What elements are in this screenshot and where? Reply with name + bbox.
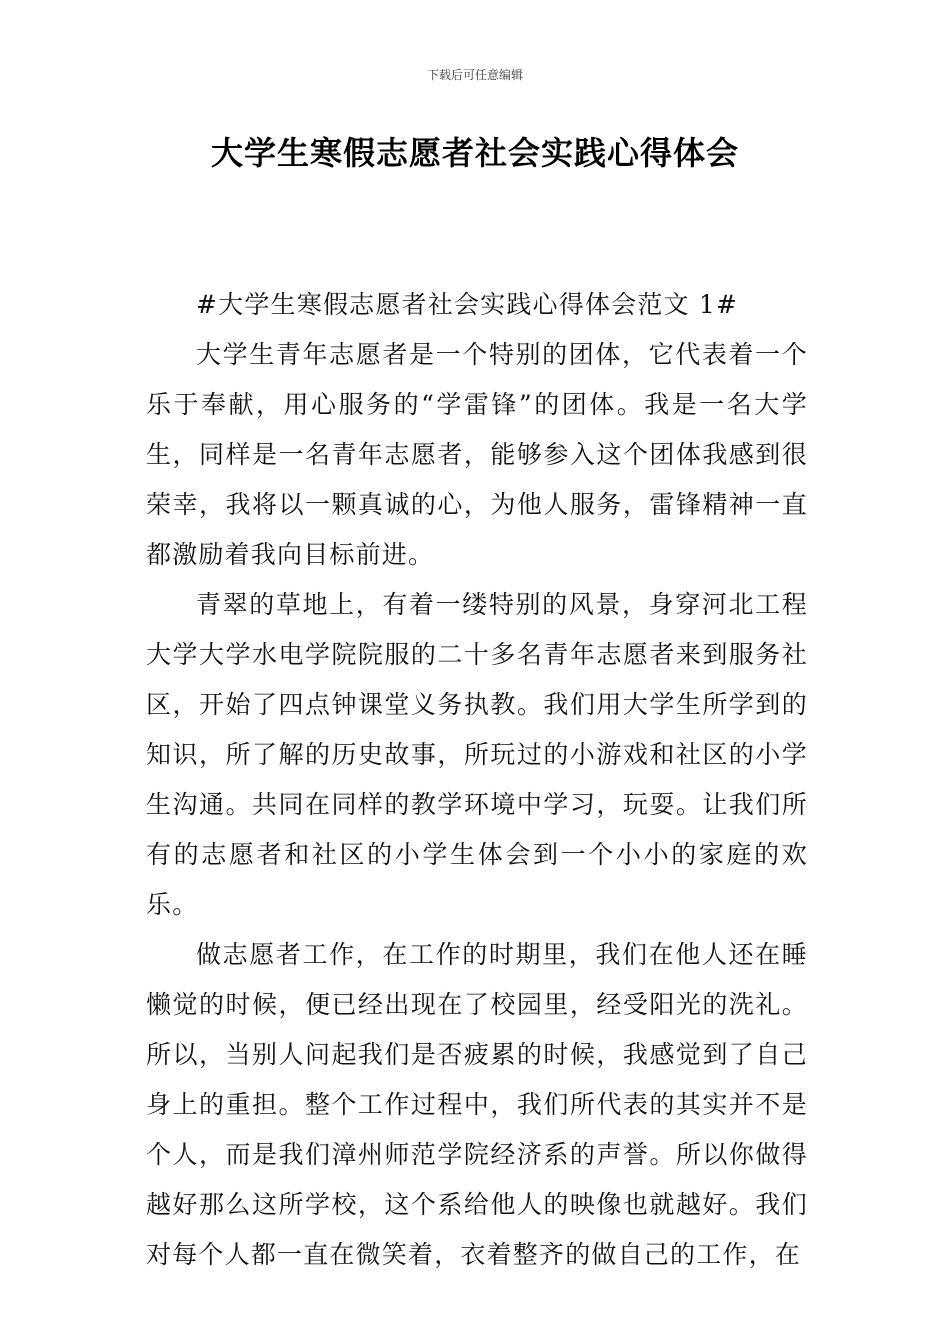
paragraph-1: 大学生青年志愿者是一个特别的团体，它代表着一个乐于奉献，用心服务的“学雷锋”的团体。我是一名大学生，同样是一名青年志愿者，能够参入这个团体我感到很荣幸，我将以一颗真诚的心，为他人服务，雷锋精神一直都激励着我向目标前进。 (146, 340, 808, 569)
document-body (146, 280, 808, 1280)
document-title: 大学生寒假志愿者社会实践心得体会 (210, 134, 739, 172)
article-subheading: #大学生寒假志愿者社会实践心得体会范文 1# (196, 290, 739, 319)
paragraph-2: 青翠的草地上，有着一缕特别的风景，身穿河北工程大学大学水电学院院服的二十多名青年志愿者来到服务社区，开始了四点钟课堂义务执教。我们用大学生所学到的知识，所了解的历史故事，所玩过的小游戏和社区的小学生沟通。共同在同样的教学环境中学习，玩耍。让我们所有的志愿者和社区的小学生体会到一个小小的家庭的欢乐。 (146, 590, 808, 919)
paragraph-3: 做志愿者工作，在工作的时期里，我们在他人还在睡懒觉的时候，便已经出现在了校园里，经受阳光的洗礼。所以，当别人问起我们是否疲累的时候，我感觉到了自己身上的重担。整个工作过程中，我们所代表的其实并不是个人，而是我们漳州师范学院经济系的声誉。所以你做得越好那么这所学校，这个系给他人的映像也就越好。我们对每个人都一直在微笑着，衣着整齐的做自己的工作，在 (146, 940, 808, 1269)
header-note: 下载后可任意编辑 (426, 68, 523, 82)
